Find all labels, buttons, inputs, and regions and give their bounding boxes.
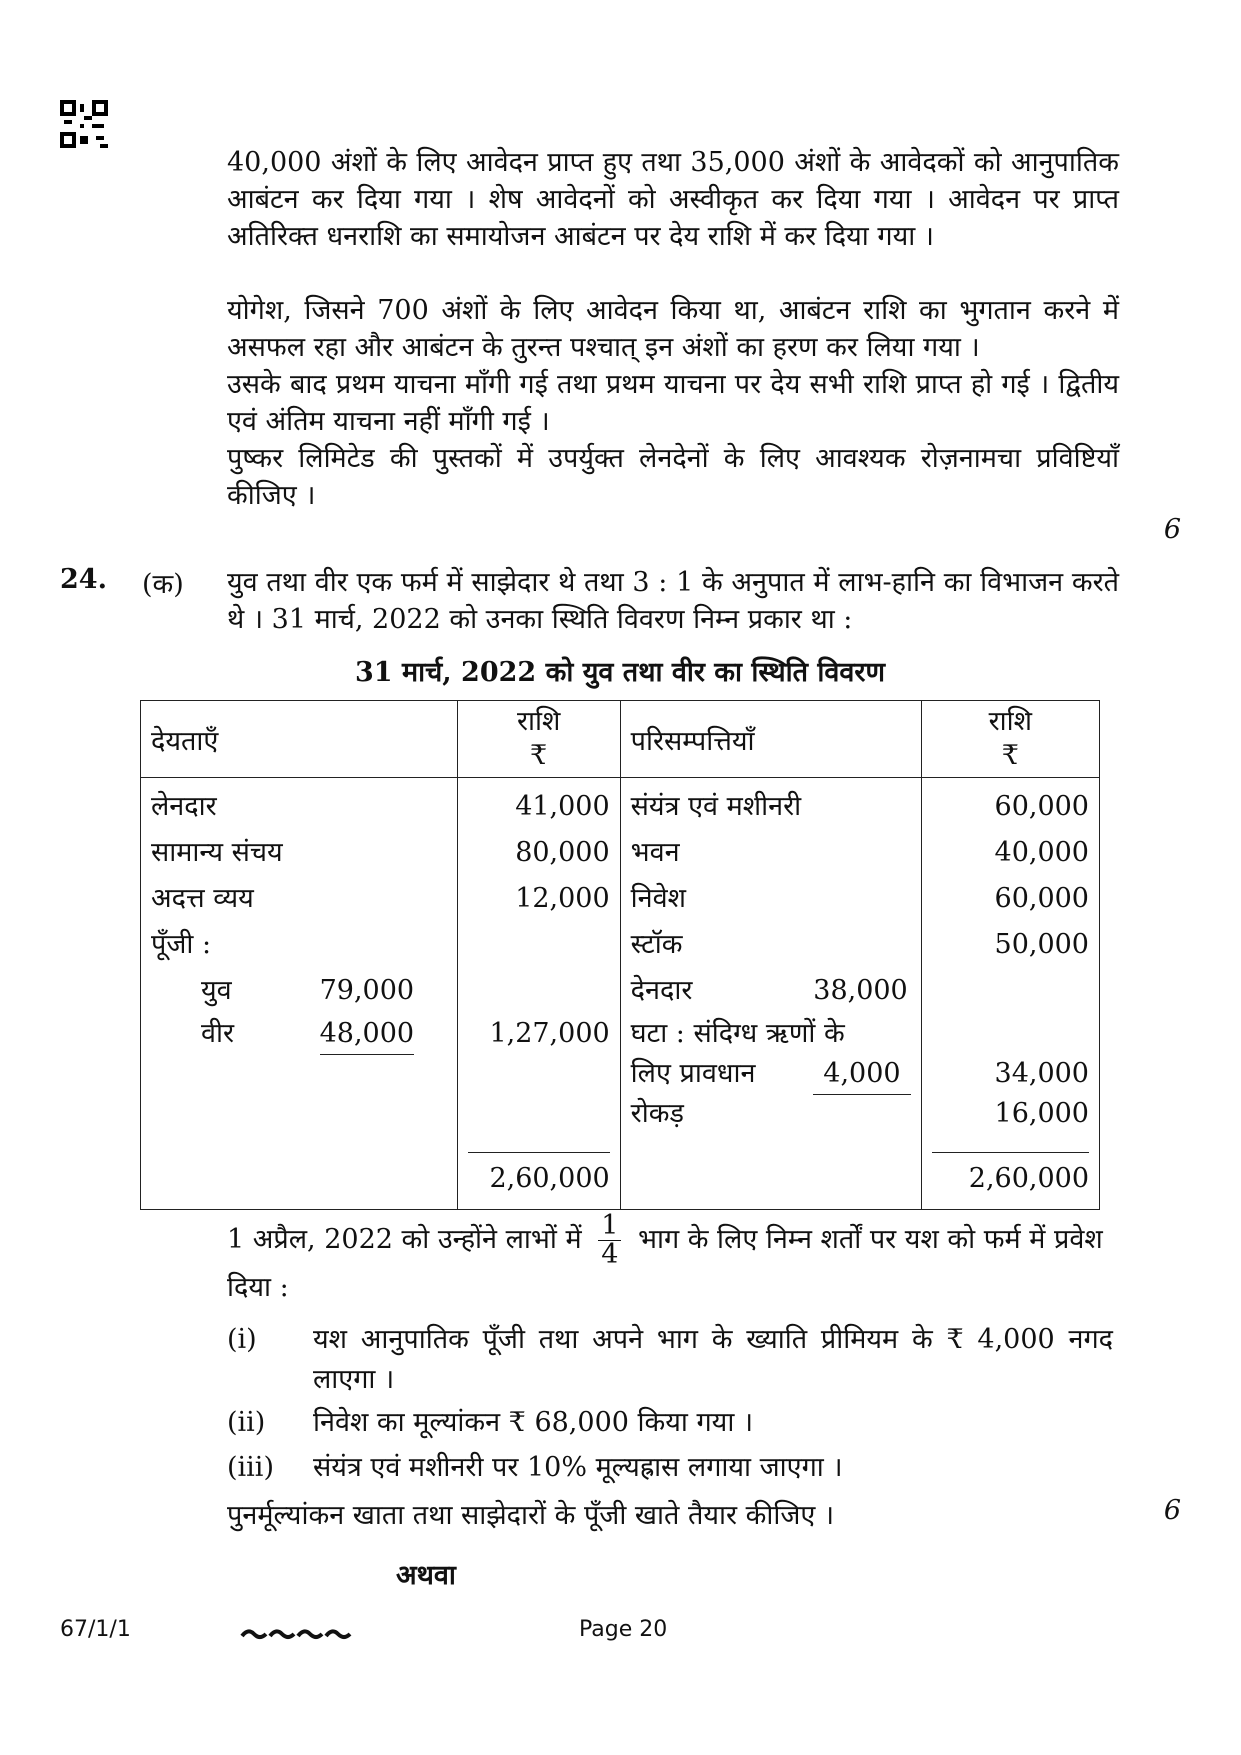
liability-label: अदत्त व्यय — [151, 883, 254, 914]
intro-paragraph-2: योगेश, जिसने 700 अंशों के लिए आवेदन किया था, आबंटन राशि का भुगतान करने में असफल रहा और आबंटन के तुरन्त पश्चात् इन अंशों का हरण कर लिया गया । — [227, 295, 1119, 363]
admission-text-pre: 1 अप्रैल, 2022 को उन्होंने लाभों में — [227, 1224, 582, 1255]
condition-text: यश आनुपातिक पूँजी तथा अपने भाग के ख्याति प्रीमियम के ₹ 4,000 नगद लाएगा । — [313, 1324, 1113, 1395]
liability-label: सामान्य संचय — [151, 837, 283, 868]
question-number: 24. — [60, 564, 107, 595]
capital-row-yuv — [151, 968, 447, 1014]
fraction — [598, 1212, 621, 1269]
debtors-row — [631, 968, 911, 1014]
asset-amount: 40,000 — [994, 837, 1089, 868]
provision-row — [631, 1054, 911, 1094]
condition-label: (i) — [227, 1324, 257, 1355]
condition-text: निवेश का मूल्यांकन ₹ 68,000 किया गया । — [313, 1407, 754, 1438]
question-part: (क) — [142, 569, 184, 600]
liabilities-amount-column — [457, 778, 620, 1210]
provision-value: 4,000 — [813, 1054, 910, 1095]
paper-code: 67/1/1 — [60, 1617, 131, 1642]
asset-label: स्टॉक — [630, 929, 683, 960]
partner-name: वीर — [201, 1018, 235, 1049]
asset-label: संयंत्र एवं मशीनरी — [630, 791, 802, 822]
asset-amount: 50,000 — [994, 929, 1089, 960]
liability-amount: 12,000 — [515, 883, 610, 914]
amount-label: राशि — [516, 706, 561, 737]
condition-label: (ii) — [227, 1407, 266, 1438]
condition-label: (iii) — [227, 1452, 274, 1483]
fraction-numerator: 1 — [598, 1212, 621, 1241]
intro-paragraph-4: पुष्कर लिमिटेड की पुस्तकों में उपर्युक्त लेनदेनों के लिए आवश्यक रोज़नामचा प्रविष्टियाँ कीजिए । — [227, 443, 1119, 511]
condition-item — [227, 1320, 1119, 1400]
amount-label: राशि — [988, 706, 1032, 737]
assets-amount-column — [921, 778, 1099, 1210]
intro-paragraph-3: उसके बाद प्रथम याचना माँगी गई तथा प्रथम याचना पर देय सभी राशि प्राप्त हो गई । द्वितीय एवं अंतिम याचना नहीं माँगी गई । — [227, 369, 1119, 437]
provision-label: लिए प्रावधान — [630, 1058, 756, 1089]
condition-item — [227, 1448, 1119, 1488]
less-label: घटा : संदिग्ध ऋणों के — [630, 1018, 845, 1049]
wave-ornament-icon — [240, 1626, 352, 1642]
partner-capital: 79,000 — [319, 975, 415, 1006]
assets-column — [620, 778, 921, 1210]
liability-label: पूँजी : — [151, 929, 212, 960]
amount-header-right — [921, 701, 1099, 778]
instruction-text: पुनर्मूल्यांकन खाता तथा साझेदारों के पूँजी खाते तैयार कीजिए । — [227, 1500, 835, 1531]
total-left: 2,60,000 — [468, 1152, 610, 1205]
amount-header-left — [457, 701, 620, 778]
page-number: Page 20 — [579, 1617, 668, 1642]
debtors-value: 38,000 — [813, 975, 908, 1006]
liabilities-column — [141, 778, 458, 1210]
capital-total: 1,27,000 — [489, 1018, 610, 1049]
rupee-symbol: ₹ — [530, 740, 548, 771]
asset-label: भवन — [630, 837, 680, 868]
question-text: युव तथा वीर एक फर्म में साझेदार थे तथा 3 : 1 के अनुपात में लाभ-हानि का विभाजन करते थे । 31 मार्च, 2022 को उनका स्थिति विवरण निम्न प्रकार था : — [227, 567, 1119, 635]
liabilities-header: देयताएँ — [141, 701, 458, 778]
assets-header: परिसम्पत्तियाँ — [620, 701, 921, 778]
intro-paragraph-1: 40,000 अंशों के लिए आवेदन प्राप्त हुए तथा 35,000 अंशों के आवेदकों को आनुपातिक आबंटन कर दिया गया । शेष आवेदनों को अस्वीकृत कर दिया गया । आवेदन पर प्राप्त अतिरिक्त धनराशि का समायोजन आबंटन पर देय राशि में कर दिया गया । — [227, 147, 1119, 252]
cash-label: रोकड़ — [630, 1098, 684, 1129]
cash-value: 16,000 — [994, 1098, 1089, 1129]
fraction-denominator: 4 — [601, 1239, 619, 1270]
admission-paragraph — [227, 1212, 1119, 1306]
liability-amount: 80,000 — [515, 837, 610, 868]
debtors-net: 34,000 — [994, 1058, 1089, 1089]
debtors-label: देनदार — [630, 975, 693, 1006]
condition-text: संयंत्र एवं मशीनरी पर 10% मूल्यह्रास लगाया जाएगा । — [313, 1452, 843, 1483]
table-title: 31 मार्च, 2022 को युव तथा वीर का स्थिति विवरण — [355, 657, 885, 688]
asset-label: निवेश — [630, 883, 687, 914]
partner-name: युव — [201, 975, 232, 1006]
capital-row-veer — [151, 1014, 447, 1054]
liability-label: लेनदार — [151, 791, 217, 822]
marks-q24: 6 — [1163, 1495, 1181, 1526]
total-right: 2,60,000 — [932, 1152, 1089, 1205]
asset-amount: 60,000 — [994, 883, 1089, 914]
marks-q23: 6 — [1163, 514, 1181, 545]
admission-text-post: भाग के लिए निम्न शर्तों पर यश को फर्म में प्रवेश दिया : — [227, 1224, 1103, 1303]
qr-code-image — [60, 100, 108, 148]
rupee-symbol: ₹ — [1001, 740, 1019, 771]
balance-sheet-table — [140, 700, 1100, 1210]
or-label: अथवा — [396, 1560, 456, 1591]
condition-item — [227, 1403, 1119, 1443]
liability-amount: 41,000 — [515, 791, 610, 822]
asset-amount: 60,000 — [994, 791, 1089, 822]
partner-capital: 48,000 — [320, 1014, 414, 1055]
